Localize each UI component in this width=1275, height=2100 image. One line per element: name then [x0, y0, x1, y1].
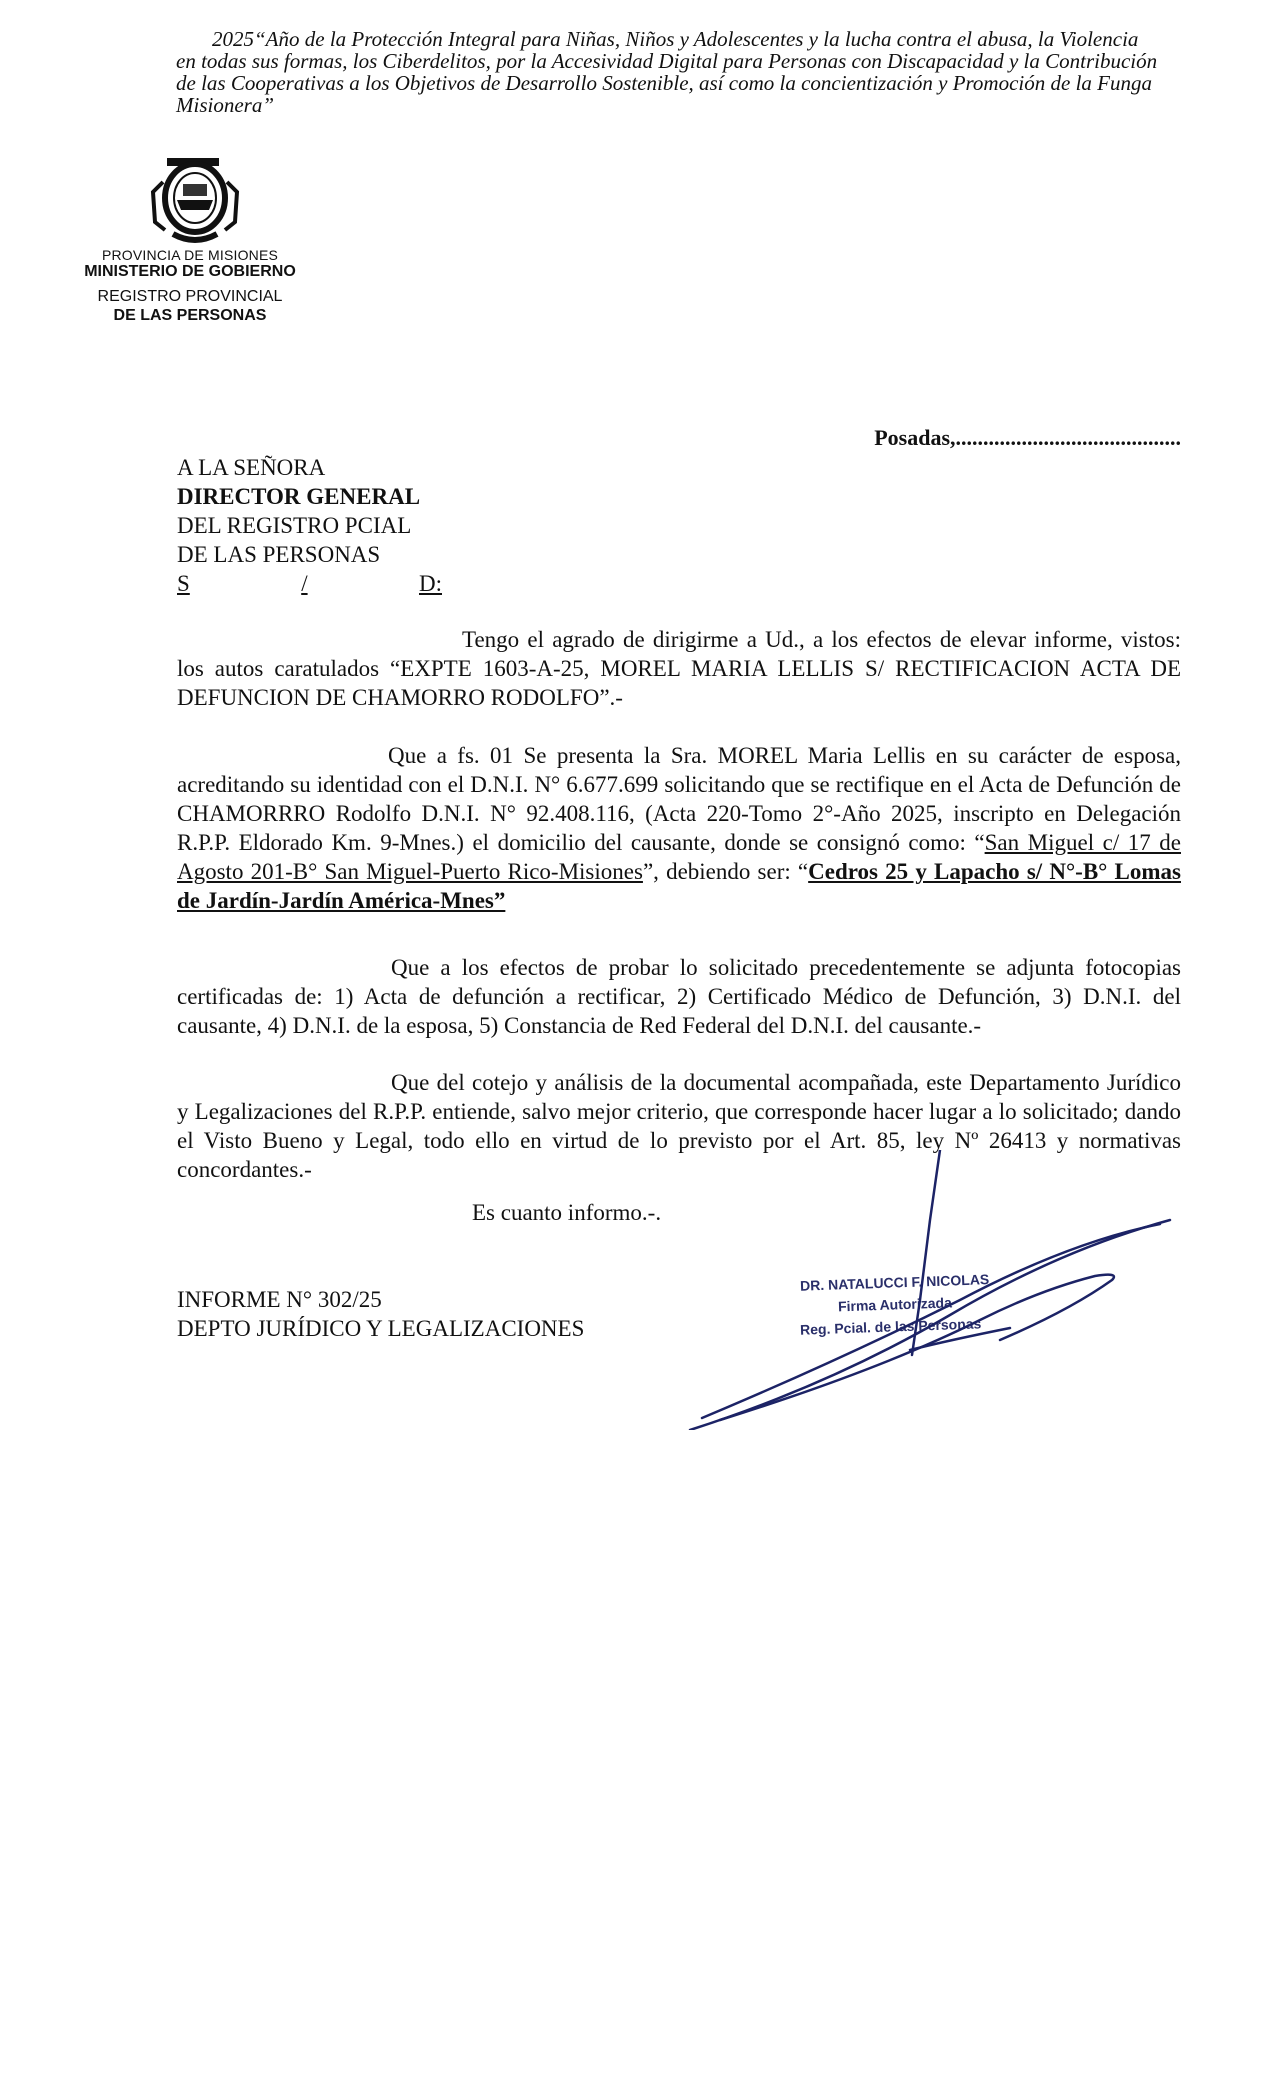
paragraph-4-text: Que del cotejo y análisis de la documental acompañada, este Departamento Jurídico y Legalizaciones del R.P.P. entiende, salvo mejor criterio, que corresponde hacer lugar a lo solicitado; dando el Visto Bueno y Legal, todo ello en virtud de lo previsto por el Art. 85, ley Nº 26413 y normativas concordantes.-	[177, 1070, 1181, 1182]
paragraph-3	[177, 953, 1181, 1040]
institution-registry-line-2	[40, 306, 340, 325]
addressee-line-4: DE LAS PERSONAS	[177, 542, 381, 567]
report-number: INFORME N° 302/25	[177, 1287, 382, 1312]
addressee-block	[177, 453, 442, 598]
old-address: San Miguel c/ 17 de Agosto 201-B° San Miguel-Puerto Rico-Misiones	[177, 830, 1181, 884]
paragraph-2-mid: ”, debiendo ser: “	[642, 859, 809, 884]
stamp-line-1: DR. NATALUCCI F. NICOLAS	[799, 1271, 990, 1294]
paragraph-2-body: Que a fs. 01 Se presenta la Sra. MOREL Maria Lellis en su carácter de esposa, acreditando su identidad con el D.N.I. N° 6.677.699 solicitando que se rectifique en el Acta de Defunción de CHAMORRRO Rodolfo D.N.I. N° 92.408.116, (Acta 220-Tomo 2°-Año 2025, inscripto en Delegación R.P.P. Eldorado Km. 9-Mnes.) el domicilio del causante, donde se consignó como: “	[177, 743, 1181, 855]
header-motto	[176, 28, 1186, 116]
addressee-line-3: DEL REGISTRO PCIAL	[177, 513, 412, 538]
sd-slash: /	[301, 571, 308, 596]
stamp-line-3: Reg. Pcial. de las Personas	[799, 1315, 982, 1338]
report-footer	[177, 1285, 584, 1343]
closing-line: Es cuanto informo.-.	[472, 1200, 662, 1225]
sd-line	[177, 569, 442, 598]
registry-personas: PERSONAS	[176, 307, 267, 324]
institution-letterhead	[40, 247, 340, 325]
paragraph-1	[177, 625, 1181, 712]
registry-de-las: DE LAS	[113, 307, 173, 324]
motto-line-2: en todas sus formas, los Ciberdelitos, por la Accesividad Digital para Personas con Discapacidad y la Contribución	[176, 49, 1158, 73]
report-department: DEPTO JURÍDICO Y LEGALIZACIONES	[177, 1316, 585, 1341]
addressee-line-1: A LA SEÑORA	[177, 455, 326, 480]
new-address: Cedros 25 y Lapacho s/ N°-B° Lomas de Jardín-Jardín América-Mnes”	[177, 859, 1181, 913]
handwritten-signature	[680, 1150, 1180, 1430]
date-line: Posadas,.........................................	[874, 425, 1181, 450]
paragraph-2	[177, 741, 1181, 915]
motto-line-3: de las Cooperativas a los Objetivos de Desarrollo Sostenible, así como la concientización y Promoción de la Funga	[176, 71, 1152, 95]
paragraph-1-text: Tengo el agrado de dirigirme a Ud., a los efectos de elevar informe, vistos: los autos caratulados “EXPTE 1603-A-25, MOREL MARIA LELLIS S/ RECTIFICACION ACTA DE DEFUNCION DE CHAMORRO RODOLFO”.-	[177, 627, 1181, 710]
institution-registry-line-1: REGISTRO PROVINCIAL	[97, 288, 283, 305]
paragraph-2-text	[177, 741, 1181, 915]
paragraph-3-text: Que a los efectos de probar lo solicitado precedentemente se adjunta fotocopias certificadas de: 1) Acta de defunción a rectificar, 2) Certificado Médico de Defunción, 3) D.N.I. del causante, 4) D.N.I. de la esposa, 5) Constancia de Red Federal del D.N.I. del causante.-	[177, 955, 1181, 1038]
institution-province: PROVINCIA DE MISIONES	[101, 247, 279, 263]
stamp-line-2: Firma Autorizada	[837, 1294, 953, 1315]
motto-line-1: 2025“Año de la Protección Integral para Niñas, Niños y Adolescentes y la lucha contra el abusa, la Violencia	[212, 27, 1139, 51]
provincial-seal-icon	[145, 152, 245, 248]
sd-s: S	[177, 571, 190, 596]
institution-ministry: MINISTERIO DE GOBIERNO	[84, 263, 296, 280]
sd-d: D:	[419, 571, 442, 596]
motto-line-4: Misionera”	[176, 93, 275, 117]
addressee-line-2: DIRECTOR GENERAL	[177, 484, 421, 509]
